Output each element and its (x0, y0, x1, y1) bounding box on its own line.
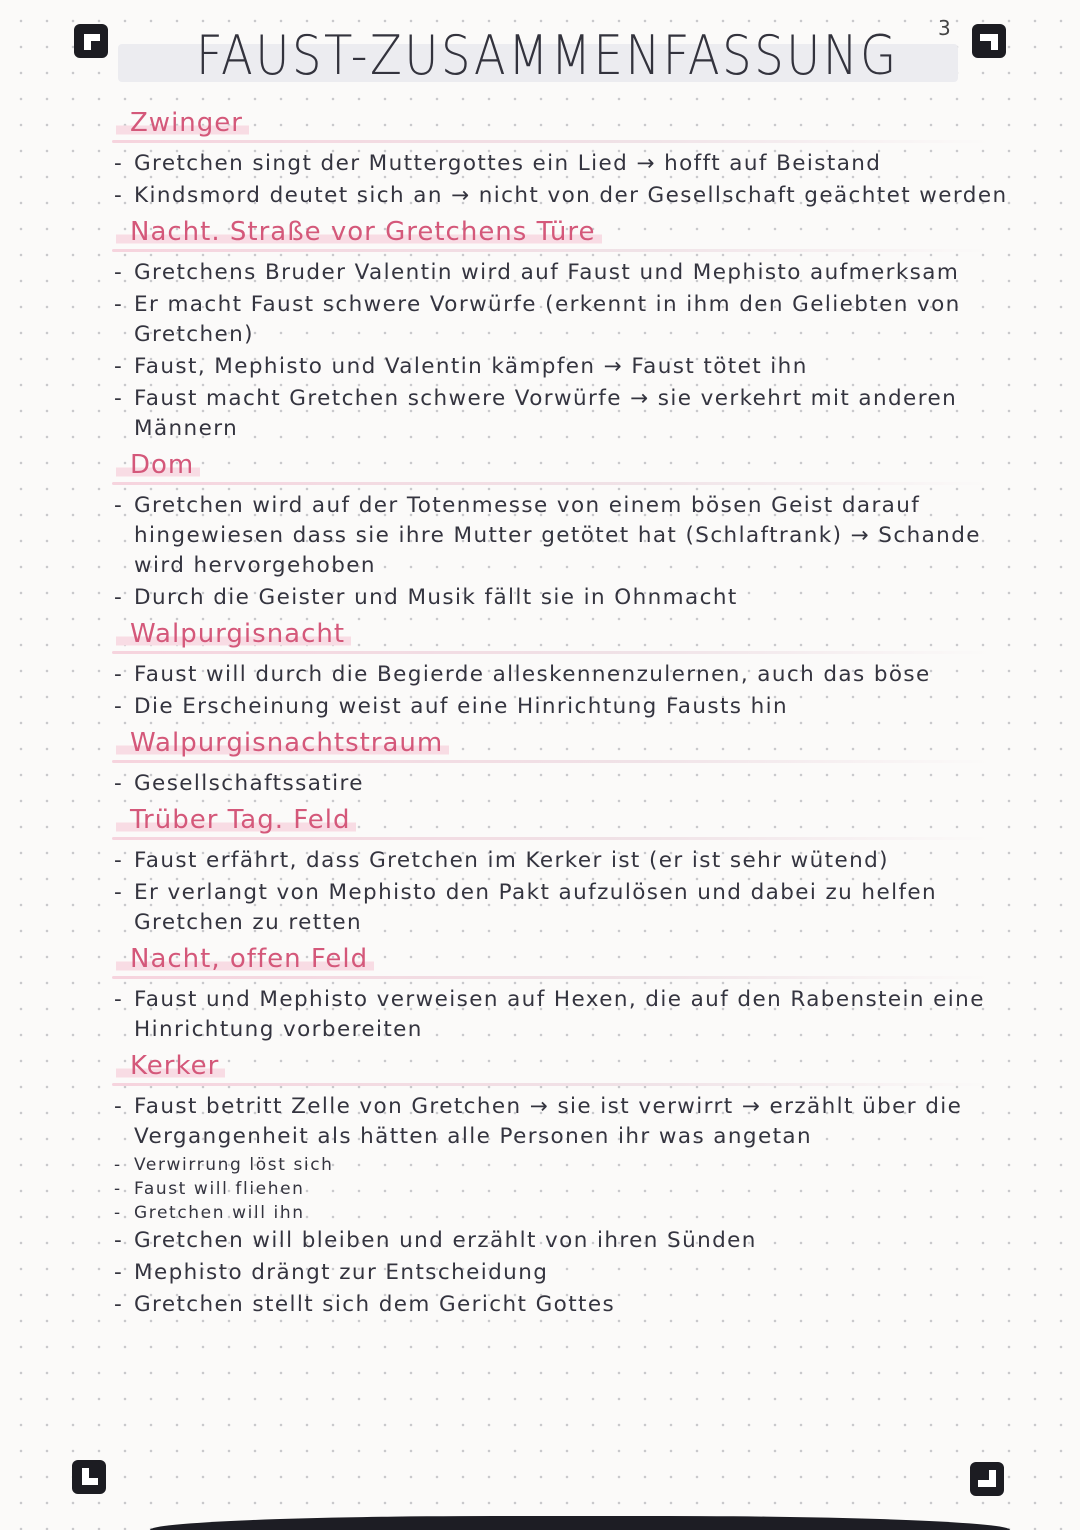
list-item: - Faust betritt Zelle von Gretchen → sie ist verwirrt → erzählt über die Vergangenheit als hätten alle Personen ihr was angetan (112, 1092, 1012, 1152)
list-item: - Durch die Geister und Musik fällt sie in Ohnmacht (112, 583, 1012, 613)
section-kerker (112, 1051, 1012, 1320)
section-nacht-strasse (112, 217, 1012, 444)
bullet-list (112, 1092, 1012, 1152)
heading-underline (112, 976, 992, 979)
section-trueber-tag (112, 805, 1012, 938)
list-item: - Er verlangt von Mephisto den Pakt aufzulösen und dabei zu helfen Gretchen zu retten (112, 878, 1012, 938)
bullet-list (112, 846, 1012, 938)
section-zwinger (112, 108, 1012, 211)
section-heading: Walpurgisnachtstraum (116, 728, 449, 758)
heading-underline (112, 249, 992, 252)
section-heading: Trüber Tag. Feld (116, 805, 356, 835)
heading-underline (112, 651, 992, 654)
list-item: - Gretchen stellt sich dem Gericht Gottes (112, 1290, 1012, 1320)
list-item: - Faust macht Gretchen schwere Vorwürfe → sie verkehrt mit anderen Männern (112, 384, 1012, 444)
notes-content (112, 108, 1012, 1326)
heading-underline (112, 140, 992, 143)
list-item: - Faust und Mephisto verweisen auf Hexen, die auf den Rabenstein eine Hinrichtung vorbereiten (112, 985, 1012, 1045)
bullet-list (112, 149, 1012, 211)
heading-underline (112, 1083, 992, 1086)
section-dom (112, 450, 1012, 613)
list-item: - Kindsmord deutet sich an → nicht von der Gesellschaft geächtet werden (112, 181, 1012, 211)
section-heading: Walpurgisnacht (116, 619, 351, 649)
corner-marker-top-right-icon (970, 22, 1008, 60)
bullet-list (112, 491, 1012, 613)
list-item: - Mephisto drängt zur Entscheidung (112, 1258, 1012, 1288)
bullet-list (112, 769, 1012, 799)
section-heading: Dom (116, 450, 200, 480)
list-item: - Faust, Mephisto und Valentin kämpfen → Faust tötet ihn (112, 352, 1012, 382)
bullet-list (112, 660, 1012, 722)
list-item: - Faust will fliehen (112, 1178, 1012, 1200)
bullet-list (112, 258, 1012, 444)
list-item: - Gesellschaftssatire (112, 769, 1012, 799)
bullet-list (112, 985, 1012, 1045)
section-heading: Kerker (116, 1051, 225, 1081)
section-walpurgisnacht (112, 619, 1012, 722)
heading-underline (112, 482, 992, 485)
heading-underline (112, 760, 992, 763)
list-item: - Faust will durch die Begierde alleskennenzulernen, auch das böse (112, 660, 1012, 690)
corner-marker-bottom-left-icon (70, 1458, 108, 1496)
section-heading: Nacht, offen Feld (116, 944, 374, 974)
list-item: - Die Erscheinung weist auf eine Hinrichtung Fausts hin (112, 692, 1012, 722)
section-heading: Zwinger (116, 108, 249, 138)
list-item: - Gretchen will bleiben und erzählt von ihren Sünden (112, 1226, 1012, 1256)
bullet-list (112, 1226, 1012, 1320)
page-number: 3 (938, 16, 951, 40)
section-heading: Nacht. Straße vor Gretchens Türe (116, 217, 602, 247)
list-item: - Gretchen will ihn (112, 1202, 1012, 1224)
section-nacht-offen-feld (112, 944, 1012, 1045)
corner-marker-top-left-icon (72, 22, 110, 60)
list-item: - Faust erfährt, dass Gretchen im Kerker ist (er ist sehr wütend) (112, 846, 1012, 876)
page-title: FAUST-ZUSAMMENFASSUNG (196, 24, 899, 87)
heading-underline (112, 837, 992, 840)
bullet-list-small (112, 1154, 1012, 1224)
section-walpurgisnachtstraum (112, 728, 1012, 799)
list-item: - Gretchens Bruder Valentin wird auf Faust und Mephisto aufmerksam (112, 258, 1012, 288)
list-item: - Verwirrung löst sich (112, 1154, 1012, 1176)
list-item: - Gretchen wird auf der Totenmesse von einem bösen Geist darauf hingewiesen dass sie ihre Mutter getötet hat (Schlaftrank) → Schande wird hervorgehoben (112, 491, 1012, 581)
list-item: - Gretchen singt der Muttergottes ein Lied → hofft auf Beistand (112, 149, 1012, 179)
list-item: - Er macht Faust schwere Vorwürfe (erkennt in ihm den Geliebten von Gretchen) (112, 290, 1012, 350)
corner-marker-bottom-right-icon (968, 1460, 1006, 1498)
